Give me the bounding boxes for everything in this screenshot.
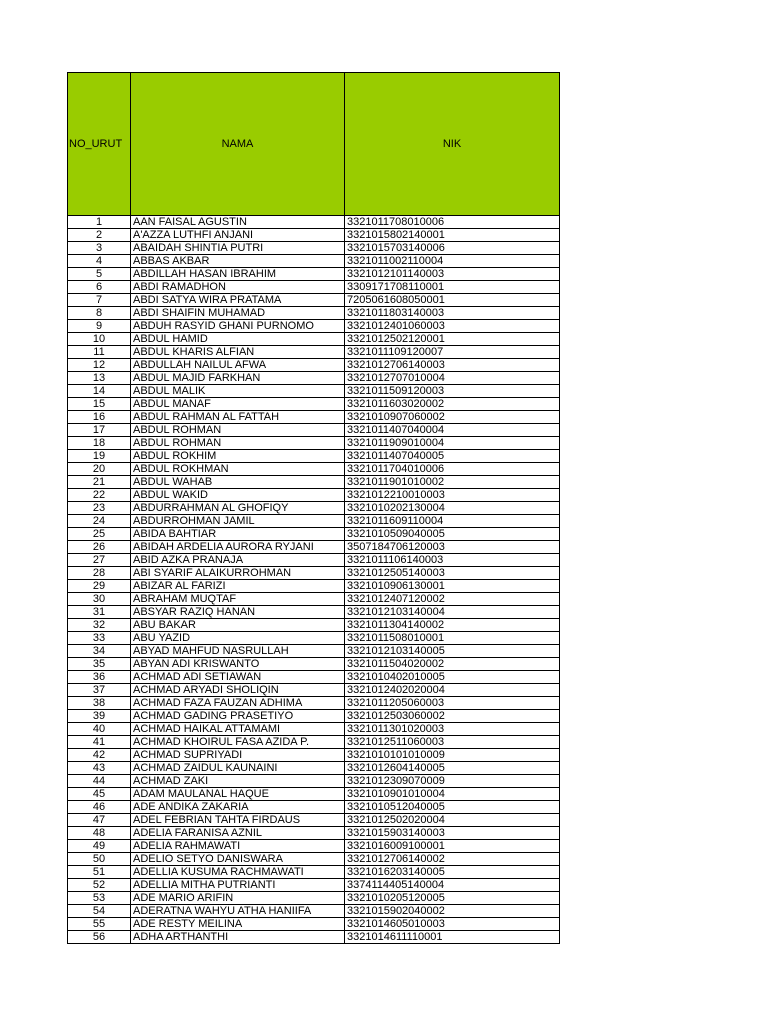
cell-nik[interactable]: 3321012103140005 [345, 645, 560, 658]
cell-nik[interactable]: 3321012604140005 [345, 762, 560, 775]
spreadsheet-table [67, 72, 560, 944]
cell-no-urut[interactable]: 2 [68, 229, 131, 242]
cell-no-urut[interactable]: 7 [68, 294, 131, 307]
cell-nik[interactable]: 3321012503060002 [345, 710, 560, 723]
cell-no-urut[interactable]: 8 [68, 307, 131, 320]
cell-nama[interactable]: ABDUL ROKHMAN [131, 463, 345, 476]
cell-nama[interactable]: ABRAHAM MUQTAF [131, 593, 345, 606]
cell-no-urut[interactable]: 52 [68, 879, 131, 892]
cell-nama[interactable]: ABDUH RASYID GHANI PURNOMO [131, 320, 345, 333]
cell-nik[interactable]: 3321012101140003 [345, 268, 560, 281]
cell-nik[interactable]: 3321014611110001 [345, 931, 560, 944]
cell-nik[interactable]: 3321012402020004 [345, 684, 560, 697]
cell-nama[interactable]: ABI SYARIF ALAIKURROHMAN [131, 567, 345, 580]
table-row [68, 827, 560, 840]
cell-nama[interactable]: ABDUL WAKID [131, 489, 345, 502]
header-row [68, 73, 560, 216]
cell-nik[interactable]: 7205061608050001 [345, 294, 560, 307]
cell-nama[interactable]: ACHMAD ARYADI SHOLIQIN [131, 684, 345, 697]
cell-nik[interactable]: 3321011301020003 [345, 723, 560, 736]
table-row [68, 840, 560, 853]
cell-nama[interactable]: ABU BAKAR [131, 619, 345, 632]
cell-no-urut[interactable]: 15 [68, 398, 131, 411]
cell-no-urut[interactable]: 48 [68, 827, 131, 840]
cell-nama[interactable]: ACHMAD ADI SETIAWAN [131, 671, 345, 684]
cell-no-urut[interactable]: 45 [68, 788, 131, 801]
cell-no-urut[interactable]: 53 [68, 892, 131, 905]
cell-nama[interactable]: ABDUL ROHMAN [131, 424, 345, 437]
cell-nama[interactable]: ABSYAR RAZIQ HANAN [131, 606, 345, 619]
table-row [68, 580, 560, 593]
cell-no-urut[interactable]: 38 [68, 697, 131, 710]
table-row [68, 801, 560, 814]
cell-no-urut[interactable]: 30 [68, 593, 131, 606]
table-row [68, 216, 560, 229]
table-row [68, 606, 560, 619]
table-row [68, 411, 560, 424]
cell-no-urut[interactable]: 23 [68, 502, 131, 515]
cell-nik[interactable]: 3321012401060003 [345, 320, 560, 333]
table-row [68, 632, 560, 645]
cell-nik[interactable]: 3321012103140004 [345, 606, 560, 619]
cell-nik[interactable]: 3321012706140002 [345, 853, 560, 866]
cell-nik[interactable]: 3321012511060003 [345, 736, 560, 749]
cell-no-urut[interactable]: 14 [68, 385, 131, 398]
cell-no-urut[interactable]: 31 [68, 606, 131, 619]
table-row [68, 268, 560, 281]
cell-nik[interactable]: 3309171708110001 [345, 281, 560, 294]
cell-nik[interactable]: 3321015903140003 [345, 827, 560, 840]
cell-no-urut[interactable]: 44 [68, 775, 131, 788]
cell-nama[interactable]: ACHMAD KHOIRUL FASA AZIDA P. [131, 736, 345, 749]
cell-nama[interactable]: ADE MARIO ARIFIN [131, 892, 345, 905]
cell-nik[interactable]: 3321011407040005 [345, 450, 560, 463]
table-row [68, 723, 560, 736]
cell-no-urut[interactable]: 12 [68, 359, 131, 372]
cell-nik[interactable]: 3321010202130004 [345, 502, 560, 515]
cell-nama[interactable]: ACHMAD HAIKAL ATTAMAMI [131, 723, 345, 736]
table-row [68, 450, 560, 463]
cell-nama[interactable]: ABIZAR AL FARIZI [131, 580, 345, 593]
table-row [68, 541, 560, 554]
cell-nama[interactable]: ADELLIA MITHA PUTRIANTI [131, 879, 345, 892]
cell-nama[interactable]: ABDI SATYA WIRA PRATAMA [131, 294, 345, 307]
table-row [68, 697, 560, 710]
table-row [68, 788, 560, 801]
cell-nik[interactable]: 3321011304140002 [345, 619, 560, 632]
table-row [68, 489, 560, 502]
table-body [68, 216, 560, 944]
cell-nama[interactable]: ACHMAD ZAIDUL KAUNAINI [131, 762, 345, 775]
cell-nik[interactable]: 3321010512040005 [345, 801, 560, 814]
table-row [68, 437, 560, 450]
table-row [68, 281, 560, 294]
cell-nik[interactable]: 3321011109120007 [345, 346, 560, 359]
cell-no-urut[interactable]: 54 [68, 905, 131, 918]
table-row [68, 307, 560, 320]
cell-nama[interactable]: ABYAN ADI KRISWANTO [131, 658, 345, 671]
cell-nama[interactable]: A'AZZA LUTHFI ANJANI [131, 229, 345, 242]
table-row [68, 255, 560, 268]
table-row [68, 918, 560, 931]
table-row [68, 814, 560, 827]
cell-no-urut[interactable]: 34 [68, 645, 131, 658]
table-row [68, 346, 560, 359]
cell-no-urut[interactable]: 39 [68, 710, 131, 723]
table-row [68, 658, 560, 671]
table-row [68, 424, 560, 437]
cell-no-urut[interactable]: 20 [68, 463, 131, 476]
table-row [68, 463, 560, 476]
cell-nik[interactable]: 3321015802140001 [345, 229, 560, 242]
cell-nama[interactable]: ABDURROHMAN JAMIL [131, 515, 345, 528]
cell-nama[interactable]: ABDUL HAMID [131, 333, 345, 346]
cell-nik[interactable]: 3321010205120005 [345, 892, 560, 905]
cell-nik[interactable]: 3321016203140005 [345, 866, 560, 879]
cell-nik[interactable]: 3321012502020004 [345, 814, 560, 827]
cell-nik[interactable]: 3321011504020002 [345, 658, 560, 671]
cell-nik[interactable]: 3321015902040002 [345, 905, 560, 918]
cell-nik[interactable]: 3321012707010004 [345, 372, 560, 385]
cell-nama[interactable]: ACHMAD FAZA FAUZAN ADHIMA [131, 697, 345, 710]
table-row [68, 528, 560, 541]
table-row [68, 294, 560, 307]
table-row [68, 567, 560, 580]
cell-nik[interactable]: 3321011803140003 [345, 307, 560, 320]
cell-nama[interactable]: ABDI SHAIFIN MUHAMAD [131, 307, 345, 320]
table-row [68, 879, 560, 892]
cell-no-urut[interactable]: 9 [68, 320, 131, 333]
table-row [68, 359, 560, 372]
table-row [68, 229, 560, 242]
cell-nama[interactable]: AAN FAISAL AGUSTIN [131, 216, 345, 229]
cell-no-urut[interactable]: 27 [68, 554, 131, 567]
cell-nama[interactable]: ABDULLAH NAILUL AFWA [131, 359, 345, 372]
cell-nik[interactable]: 3507184706120003 [345, 541, 560, 554]
cell-nama[interactable]: ABDURRAHMAN AL GHOFIQY [131, 502, 345, 515]
table-row [68, 515, 560, 528]
cell-nik[interactable]: 3321012309070009 [345, 775, 560, 788]
cell-nama[interactable]: ADAM MAULANAL HAQUE [131, 788, 345, 801]
cell-nama[interactable]: ABID AZKA PRANAJA [131, 554, 345, 567]
cell-nama[interactable]: ABBAS AKBAR [131, 255, 345, 268]
table-row [68, 853, 560, 866]
cell-nik[interactable]: 3321010101010009 [345, 749, 560, 762]
cell-no-urut[interactable]: 40 [68, 723, 131, 736]
cell-nik[interactable]: 3321010402010005 [345, 671, 560, 684]
table-row [68, 892, 560, 905]
cell-nama[interactable]: ABDUL MAJID FARKHAN [131, 372, 345, 385]
header-nama[interactable]: NAMA [131, 73, 345, 216]
cell-nama[interactable]: ABDUL ROKHIM [131, 450, 345, 463]
cell-nik[interactable]: 3321011603020002 [345, 398, 560, 411]
cell-no-urut[interactable]: 17 [68, 424, 131, 437]
cell-nik[interactable]: 3321011609110004 [345, 515, 560, 528]
table-row [68, 762, 560, 775]
table-row [68, 749, 560, 762]
cell-no-urut[interactable]: 42 [68, 749, 131, 762]
cell-nik[interactable]: 3321012706140003 [345, 359, 560, 372]
cell-nik[interactable]: 3321011407040004 [345, 424, 560, 437]
cell-no-urut[interactable]: 18 [68, 437, 131, 450]
cell-no-urut[interactable]: 19 [68, 450, 131, 463]
cell-nama[interactable]: ABDUL KHARIS ALFIAN [131, 346, 345, 359]
table-row [68, 554, 560, 567]
table-row [68, 242, 560, 255]
cell-nama[interactable]: ADE ANDIKA ZAKARIA [131, 801, 345, 814]
cell-no-urut[interactable]: 5 [68, 268, 131, 281]
cell-nik[interactable]: 3321010906130001 [345, 580, 560, 593]
table-row [68, 866, 560, 879]
table-row [68, 372, 560, 385]
cell-nik[interactable]: 3321010901010004 [345, 788, 560, 801]
table-row [68, 905, 560, 918]
cell-no-urut[interactable]: 37 [68, 684, 131, 697]
cell-nik[interactable]: 3321015703140006 [345, 242, 560, 255]
table-row [68, 931, 560, 944]
table-row [68, 502, 560, 515]
table-row [68, 398, 560, 411]
cell-nik[interactable]: 3321012502120001 [345, 333, 560, 346]
cell-no-urut[interactable]: 29 [68, 580, 131, 593]
table-row [68, 736, 560, 749]
cell-no-urut[interactable]: 28 [68, 567, 131, 580]
cell-nik[interactable]: 3321011704010006 [345, 463, 560, 476]
table-row [68, 476, 560, 489]
table-row [68, 710, 560, 723]
cell-no-urut[interactable]: 21 [68, 476, 131, 489]
cell-no-urut[interactable]: 46 [68, 801, 131, 814]
cell-nik[interactable]: 3321012407120002 [345, 593, 560, 606]
header-nik[interactable]: NIK [345, 73, 560, 216]
cell-no-urut[interactable]: 33 [68, 632, 131, 645]
cell-nama[interactable]: ADERATNA WAHYU ATHA HANIIFA [131, 905, 345, 918]
cell-nama[interactable]: ABDUL ROHMAN [131, 437, 345, 450]
cell-nik[interactable]: 3321011508010001 [345, 632, 560, 645]
cell-no-urut[interactable]: 4 [68, 255, 131, 268]
cell-no-urut[interactable]: 51 [68, 866, 131, 879]
cell-no-urut[interactable]: 1 [68, 216, 131, 229]
cell-no-urut[interactable]: 35 [68, 658, 131, 671]
cell-nama[interactable]: ADELLIA KUSUMA RACHMAWATI [131, 866, 345, 879]
cell-nama[interactable]: ABAIDAH SHINTIA PUTRI [131, 242, 345, 255]
cell-nama[interactable]: ABYAD MAHFUD NASRULLAH [131, 645, 345, 658]
table-row [68, 775, 560, 788]
cell-no-urut[interactable]: 22 [68, 489, 131, 502]
cell-no-urut[interactable]: 55 [68, 918, 131, 931]
cell-nik[interactable]: 3321011205060003 [345, 697, 560, 710]
cell-no-urut[interactable]: 32 [68, 619, 131, 632]
cell-nama[interactable]: ABDUL WAHAB [131, 476, 345, 489]
cell-no-urut[interactable]: 16 [68, 411, 131, 424]
cell-nama[interactable]: ABDUL MALIK [131, 385, 345, 398]
cell-nama[interactable]: ACHMAD SUPRIYADI [131, 749, 345, 762]
cell-nik[interactable]: 3374114405140004 [345, 879, 560, 892]
cell-no-urut[interactable]: 50 [68, 853, 131, 866]
cell-nama[interactable]: ADELIA RAHMAWATI [131, 840, 345, 853]
header-no-urut[interactable]: NO_URUT [68, 73, 131, 216]
table-row [68, 619, 560, 632]
table-row [68, 593, 560, 606]
table-row [68, 320, 560, 333]
cell-nik[interactable]: 3321010907060002 [345, 411, 560, 424]
table-row [68, 385, 560, 398]
table-row [68, 645, 560, 658]
table-row [68, 671, 560, 684]
cell-nik[interactable]: 3321010509040005 [345, 528, 560, 541]
cell-nik[interactable]: 3321011708010006 [345, 216, 560, 229]
table-row [68, 333, 560, 346]
cell-no-urut[interactable]: 3 [68, 242, 131, 255]
cell-nama[interactable]: ABDI RAMADHON [131, 281, 345, 294]
cell-nik[interactable]: 3321011901010002 [345, 476, 560, 489]
cell-nik[interactable]: 3321011106140003 [345, 554, 560, 567]
cell-no-urut[interactable]: 56 [68, 931, 131, 944]
cell-no-urut[interactable]: 24 [68, 515, 131, 528]
cell-nik[interactable]: 3321011509120003 [345, 385, 560, 398]
cell-nama[interactable]: ACHMAD ZAKI [131, 775, 345, 788]
cell-nama[interactable]: ABDUL MANAF [131, 398, 345, 411]
cell-nama[interactable]: ABDILLAH HASAN IBRAHIM [131, 268, 345, 281]
cell-nama[interactable]: ACHMAD GADING PRASETIYO [131, 710, 345, 723]
cell-no-urut[interactable]: 25 [68, 528, 131, 541]
cell-no-urut[interactable]: 11 [68, 346, 131, 359]
cell-nik[interactable]: 3321012210010003 [345, 489, 560, 502]
cell-no-urut[interactable]: 36 [68, 671, 131, 684]
cell-no-urut[interactable]: 10 [68, 333, 131, 346]
cell-nik[interactable]: 3321016009100001 [345, 840, 560, 853]
cell-nik[interactable]: 3321012505140003 [345, 567, 560, 580]
cell-nama[interactable]: ABDUL RAHMAN AL FATTAH [131, 411, 345, 424]
cell-nama[interactable]: ABIDAH ARDELIA AURORA RYJANI [131, 541, 345, 554]
cell-nama[interactable]: ADELIO SETYO DANISWARA [131, 853, 345, 866]
table-row [68, 684, 560, 697]
cell-no-urut[interactable]: 6 [68, 281, 131, 294]
cell-nik[interactable]: 3321014605010003 [345, 918, 560, 931]
cell-nama[interactable]: ADHA ARTHANTHI [131, 931, 345, 944]
cell-nik[interactable]: 3321011909010004 [345, 437, 560, 450]
cell-nama[interactable]: ADE RESTY MEILINA [131, 918, 345, 931]
cell-no-urut[interactable]: 41 [68, 736, 131, 749]
cell-no-urut[interactable]: 13 [68, 372, 131, 385]
cell-no-urut[interactable]: 47 [68, 814, 131, 827]
cell-nama[interactable]: ADEL FEBRIAN TAHTA FIRDAUS [131, 814, 345, 827]
cell-nama[interactable]: ABIDA BAHTIAR [131, 528, 345, 541]
cell-nama[interactable]: ABU YAZID [131, 632, 345, 645]
cell-nik[interactable]: 3321011002110004 [345, 255, 560, 268]
cell-no-urut[interactable]: 43 [68, 762, 131, 775]
cell-nama[interactable]: ADELIA FARANISA AZNIL [131, 827, 345, 840]
cell-no-urut[interactable]: 49 [68, 840, 131, 853]
cell-no-urut[interactable]: 26 [68, 541, 131, 554]
